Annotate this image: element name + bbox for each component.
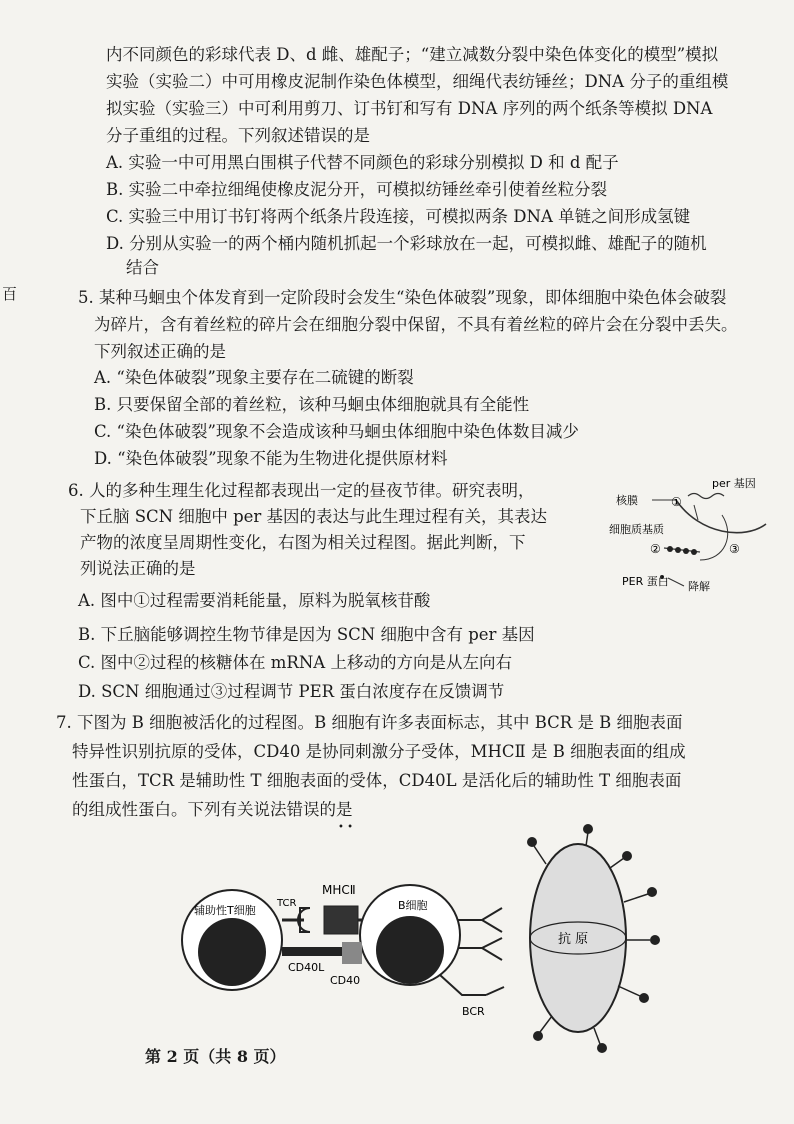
q5-option-d: D. “染色体破裂”现象不能为生物进化提供原材料 <box>94 449 448 468</box>
q4-option-c: C. 实验三中用订书钉将两个纸条片段连接，可模拟两条 DNA 单链之间形成氢键 <box>106 207 691 226</box>
q7-line-2: 特异性识别抗原的受体，CD40 是协同刺激分子受体，MHCⅡ 是 B 细胞表面的组成 <box>72 742 686 761</box>
q4-option-d: D. 分别从实验一的两个桶内随机抓起一个彩球放在一起，可模拟雌、雄配子的随机 <box>106 234 707 253</box>
q5-option-b: B. 只要保留全部的着丝粒，该种马蛔虫体细胞就具有全能性 <box>94 395 530 414</box>
bcr-2 <box>458 938 502 960</box>
epitope-4 <box>647 887 657 897</box>
q6-option-d: D. SCN 细胞通过③过程调节 PER 蛋白浓度存在反馈调节 <box>78 682 505 701</box>
cytoplasm-label: 细胞质基质 <box>609 523 664 536</box>
degrade-label: 降解 <box>688 580 710 593</box>
epitope-1-stalk <box>534 846 546 864</box>
epitope-2-stalk <box>586 832 588 846</box>
mhc-label: MHCⅡ <box>322 883 356 897</box>
step3-arrow <box>700 515 728 560</box>
cd40-receptor <box>342 942 362 964</box>
q5-option-a: A. “染色体破裂”现象主要存在二硫键的断裂 <box>94 368 414 387</box>
epitope-3-stalk <box>610 858 624 868</box>
q5-option-c: C. “染色体破裂”现象不会造成该种马蛔虫体细胞中染色体数目减少 <box>94 422 579 441</box>
epitope-3 <box>622 851 632 861</box>
epitope-2 <box>583 824 593 834</box>
q5-line-2: 为碎片，含有着丝粒的碎片会在细胞分裂中保留，不具有着丝粒的碎片会在分裂中丢失。 <box>94 315 738 334</box>
q6-line-1: 6. 人的多种生理生化过程都表现出一定的昼夜节律。研究表明， <box>68 481 535 500</box>
per-expression-figure <box>609 476 766 593</box>
tcr-label: TCR <box>277 898 297 909</box>
helper-t-cell-nucleus <box>198 918 266 986</box>
q4-line-2: 实验（实验二）中可用橡皮泥制作染色体模型，细绳代表纺锤丝；DNA 分子的重组模 <box>106 72 729 91</box>
margin-char: 百 <box>2 285 18 303</box>
per-gene-label: per 基因 <box>712 477 756 490</box>
q6-line-2: 下丘脑 SCN 细胞中 per 基因的表达与此生理过程有关，其表达 <box>80 507 548 526</box>
q7-line-3: 性蛋白，TCR 是辅助性 T 细胞表面的受体，CD40L 是活化后的辅助性 T 细胞表面 <box>72 771 682 790</box>
nuclear-membrane-curve <box>676 500 766 533</box>
q4-line-4: 分子重组的过程。下列叙述错误的是 <box>106 126 370 145</box>
step3-marker: ③ <box>729 542 740 556</box>
q6-option-a: A. 图中①过程需要消耗能量，原料为脱氧核苷酸 <box>78 591 431 610</box>
q4-option-b: B. 实验二中牵拉细绳使橡皮泥分开，可模拟纺锤丝牵引使着丝粒分裂 <box>106 180 608 199</box>
q5-line-1: 5. 某种马蛔虫个体发育到一定阶段时会发生“染色体破裂”现象，即体细胞中染色体会破裂 <box>78 288 727 307</box>
degrade-arrow <box>668 578 684 586</box>
cd40l-bar <box>282 947 342 956</box>
ribosome-3 <box>683 548 689 554</box>
t-cell-label: 辅助性T细胞 <box>194 904 256 917</box>
ribosome-2 <box>675 547 681 553</box>
mhc-ii <box>324 906 358 934</box>
antigen-label: 抗 原 <box>558 932 589 947</box>
per-protein-label: PER 蛋白 <box>622 575 669 588</box>
cd40-label: CD40 <box>330 974 361 987</box>
b-cell-nucleus <box>376 916 444 984</box>
epitope-8-stalk <box>540 1016 552 1032</box>
q5-line-3: 下列叙述正确的是 <box>94 342 226 361</box>
epitope-7 <box>597 1043 607 1053</box>
bcr-1 <box>458 908 502 932</box>
nuclear-membrane-label: 核膜 <box>616 494 638 507</box>
q4-option-a: A. 实验一中可用黑白围棋子代替不同颜色的彩球分别模拟 D 和 d 配子 <box>106 153 619 172</box>
q6-option-c: C. 图中②过程的核糖体在 mRNA 上移动的方向是从左向右 <box>78 653 512 672</box>
epitope-6 <box>639 993 649 1003</box>
q6-line-4: 列说法正确的是 <box>80 559 196 578</box>
step1-arrow <box>694 505 698 520</box>
b-cell-activation-figure <box>182 824 660 1053</box>
epitope-7-stalk <box>594 1028 600 1044</box>
q4-option-d-cont: 结合 <box>126 258 159 277</box>
epitope-5 <box>650 935 660 945</box>
epitope-8 <box>533 1031 543 1041</box>
ribosome-4 <box>691 549 697 555</box>
page-footer: 第 2 页（共 8 页） <box>145 1047 286 1066</box>
emphasis-dots: • • <box>338 822 353 833</box>
step1-marker: ① <box>671 495 682 509</box>
bcr-label: BCR <box>462 1005 485 1018</box>
q7-line-1: 7. 下图为 B 细胞被活化的过程图。B 细胞有许多表面标志，其中 BCR 是 B 细胞表面 <box>56 713 683 732</box>
q6-line-3: 产物的浓度呈周期性变化，右图为相关过程图。据此判断，下 <box>80 533 526 552</box>
cd40l-label: CD40L <box>288 961 325 974</box>
q4-line-1: 内不同颜色的彩球代表 D、d 雌、雄配子；“建立减数分裂中染色体变化的模型”模拟 <box>106 45 719 64</box>
q7-line-4: 的组成性蛋白。下列有关说法错误的是 <box>72 800 353 819</box>
ribosome-1 <box>667 546 673 552</box>
bcr-3 <box>440 975 504 995</box>
epitope-6-stalk <box>618 986 640 996</box>
b-cell-label: B细胞 <box>398 899 428 912</box>
step2-marker: ② <box>650 542 661 556</box>
epitope-4-stalk <box>624 894 648 902</box>
q4-line-3: 拟实验（实验三）中可利用剪刀、订书钉和写有 DNA 序列的两个纸条等模拟 DNA <box>106 99 713 118</box>
per-gene-dna <box>688 494 724 499</box>
epitope-1 <box>527 837 537 847</box>
q6-option-b: B. 下丘脑能够调控生物节律是因为 SCN 细胞中含有 per 基因 <box>78 625 535 644</box>
